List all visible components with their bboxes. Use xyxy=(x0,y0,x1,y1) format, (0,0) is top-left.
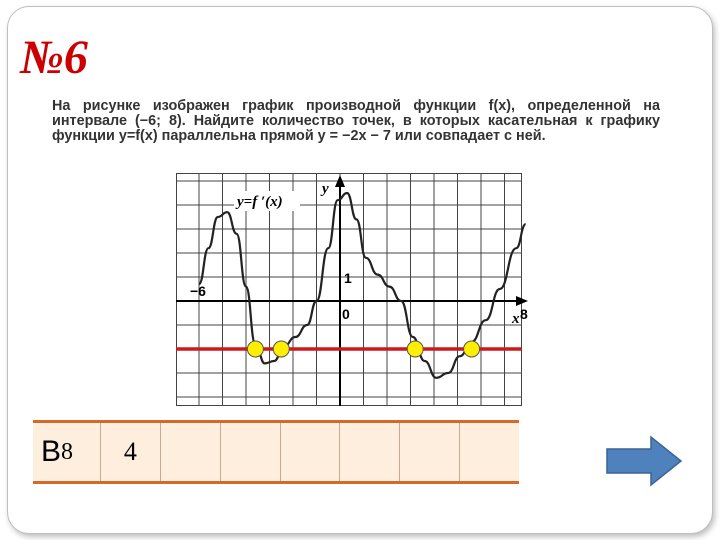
problem-text: На рисунке изображен график производной функции f(x), определенной на интервале (−6; 8). Найдите количество точек, в которых касательная к графику функции y=f(x) параллельна прямой y = −2x − 7 или совпадает с ней. xyxy=(52,98,660,144)
answer-empty-cell[interactable] xyxy=(340,423,400,481)
arrow-right-icon[interactable] xyxy=(605,435,683,487)
task-number: №6 xyxy=(20,31,88,84)
answer-table xyxy=(33,420,519,484)
intersection-point xyxy=(273,341,289,357)
x-axis-label: x xyxy=(512,311,520,327)
answer-empty-cell[interactable] xyxy=(221,423,281,481)
answer-empty-cell[interactable] xyxy=(161,423,221,481)
graph-grid xyxy=(176,173,522,406)
grid-frame xyxy=(177,174,522,406)
answer-empty-cell[interactable] xyxy=(400,423,460,481)
answer-label-number: 8 xyxy=(61,438,74,465)
answer-value-cell[interactable]: 4 xyxy=(101,423,161,481)
answer-empty-cell[interactable] xyxy=(460,423,519,481)
tick-label-one: 1 xyxy=(344,270,352,286)
function-label: y=f ′(x) xyxy=(237,194,283,210)
answer-label-letter: В xyxy=(41,435,62,468)
tick-label-eight: 8 xyxy=(520,306,528,322)
intersection-point xyxy=(464,341,480,357)
answer-label-cell xyxy=(33,423,101,481)
intersection-point xyxy=(247,341,263,357)
intersection-point xyxy=(407,341,423,357)
tick-label-minus6: −6 xyxy=(190,283,206,299)
y-axis-label: y xyxy=(322,181,329,197)
tick-label-zero: 0 xyxy=(342,306,350,322)
derivative-graph xyxy=(176,173,528,407)
answer-empty-cell[interactable] xyxy=(281,423,341,481)
